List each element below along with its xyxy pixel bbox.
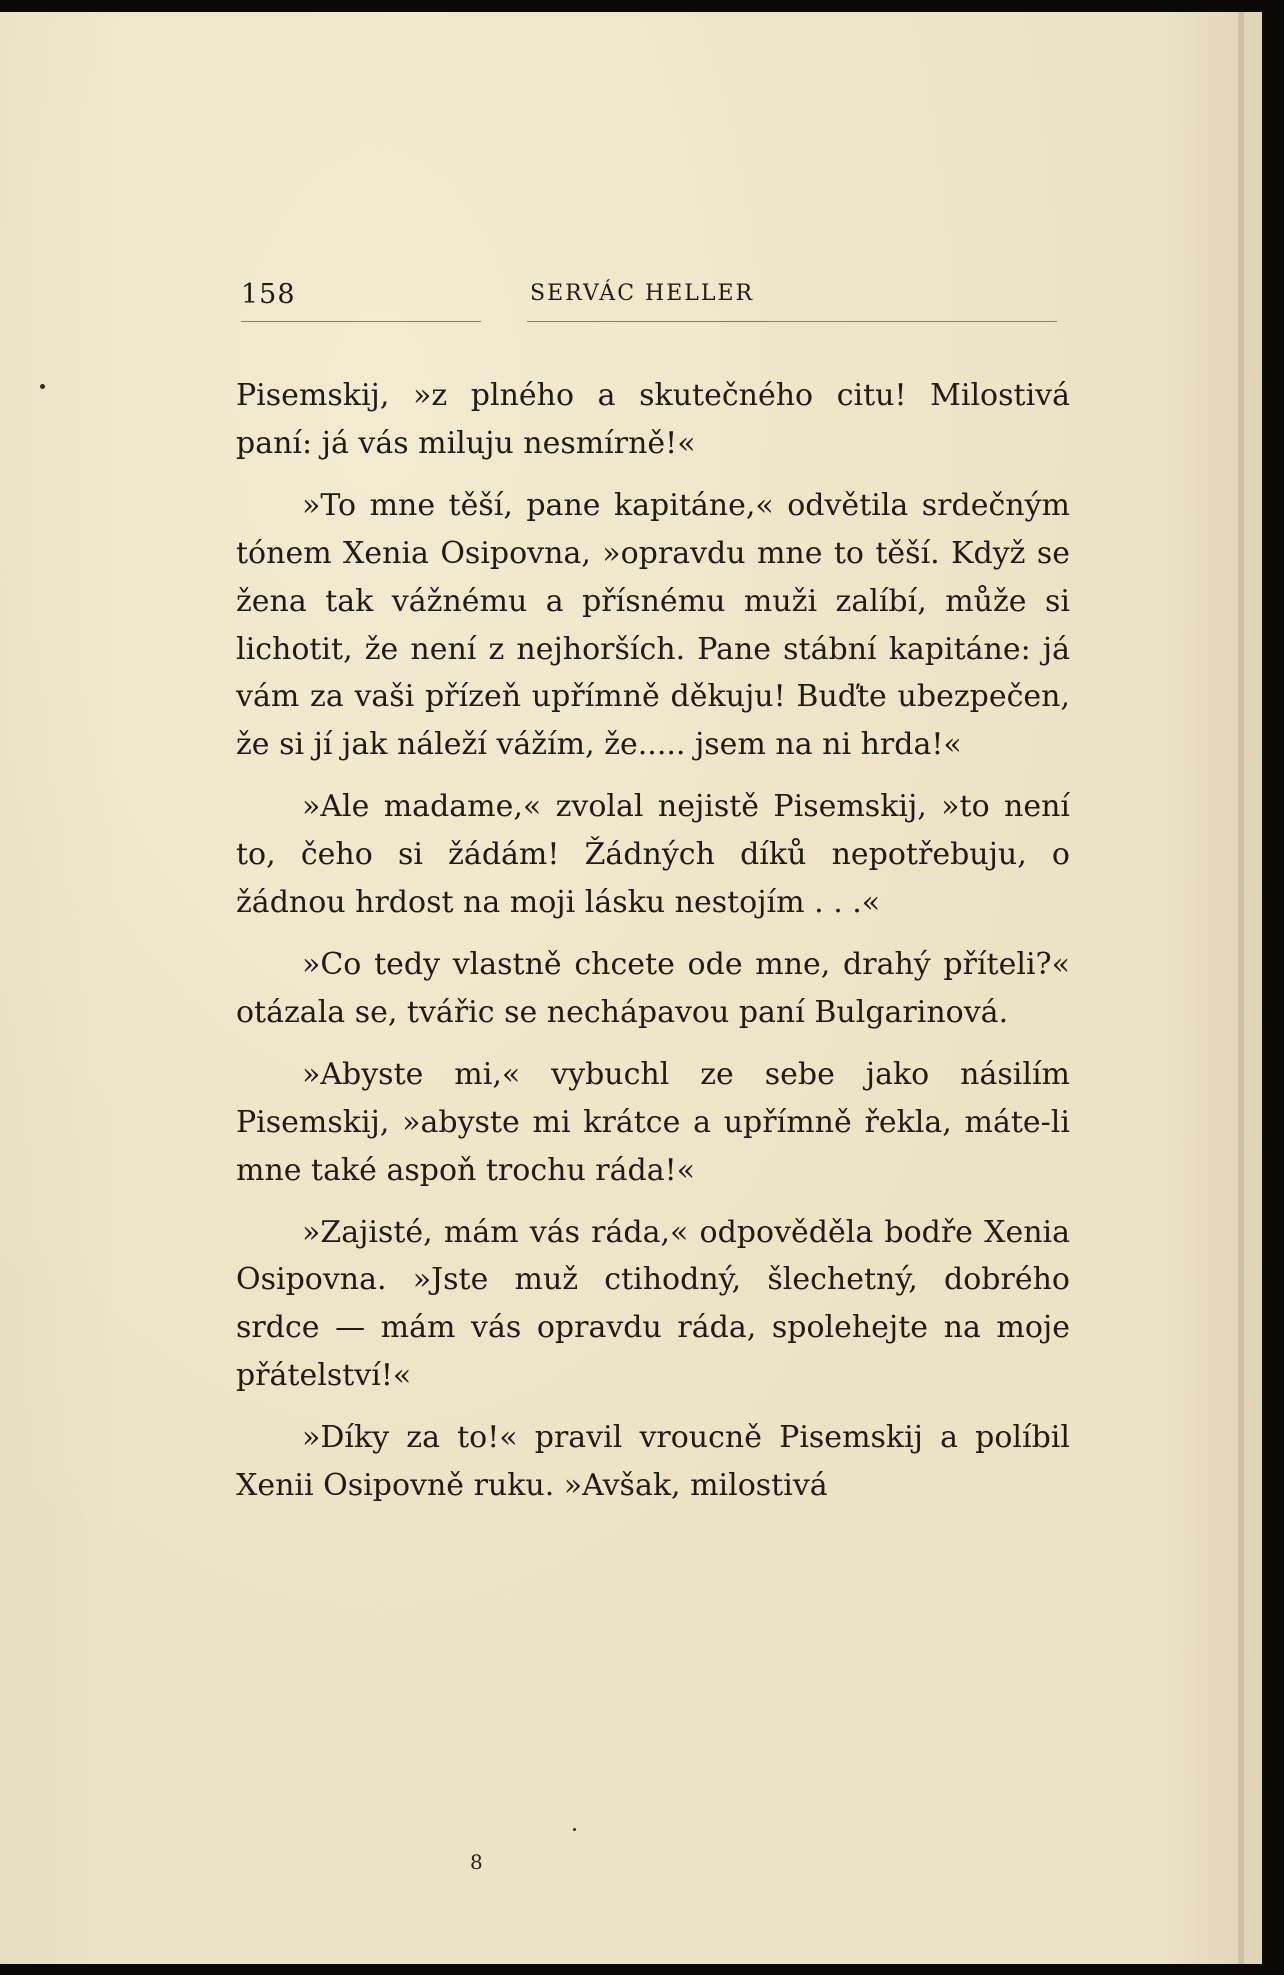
paragraph: »Zajisté, mám vás ráda,« odpověděla bodře Xenia Osipovna. »Jste muž ctihodný, šlechetný, dobrého srdce — mám vás opravdu ráda, spolehejte na moje přátelství!«	[236, 1214, 1070, 1394]
paragraph: »Ale madame,« zvolal nejistě Pisemskij, »to není to, čeho si žádám! Žádných díků nepotřebuju, o žádnou hrdost na moji lásku nestojím . . .«	[236, 789, 1070, 921]
paragraph: »Co tedy vlastně chcete ode mne, drahý příteli?« otázala se, tvářic se nechápavou paní Bulgarinová.	[236, 946, 1070, 1030]
ink-speck	[40, 384, 45, 389]
header-rule-left	[241, 321, 481, 322]
signature-mark: 8	[470, 1850, 483, 1874]
running-head: SERVÁC HELLER	[530, 281, 755, 306]
paragraph: »To mne těší, pane kapitáne,« odvětila srdečným tónem Xenia Osipovna, »opravdu mne to těší. Když se žena tak vážnému a přísnému muži zalíbí, může si lichotit, že není z nejhorších. Pane stábní kapitáne: já vám za vaši přízeň upřímně děkuju! Buďte ubezpečen, že si jí jak náleží vážím, že..... jsem na ni hrda!«	[236, 487, 1070, 763]
paragraph: »Díky za to!« pravil vroucně Pisemskij a políbil Xenii Osipovně ruku. »Avšak, milostivá	[236, 1420, 1070, 1504]
page-header	[0, 277, 1262, 317]
book-page	[0, 12, 1262, 1964]
header-rule-right	[527, 321, 1057, 322]
paragraph: Pisemskij, »z plného a skutečného citu! Milostivá paní: já vás miluju nesmírně!«	[236, 378, 1070, 461]
ink-speck	[573, 1828, 576, 1831]
page-number: 158	[241, 279, 296, 310]
body-text	[236, 372, 1070, 1524]
paragraph: »Abyste mi,« vybuchl ze sebe jako násilím Pisemskij, »abyste mi krátce a upřímně řekla, máte-li mne také aspoň trochu ráda!«	[236, 1056, 1070, 1188]
